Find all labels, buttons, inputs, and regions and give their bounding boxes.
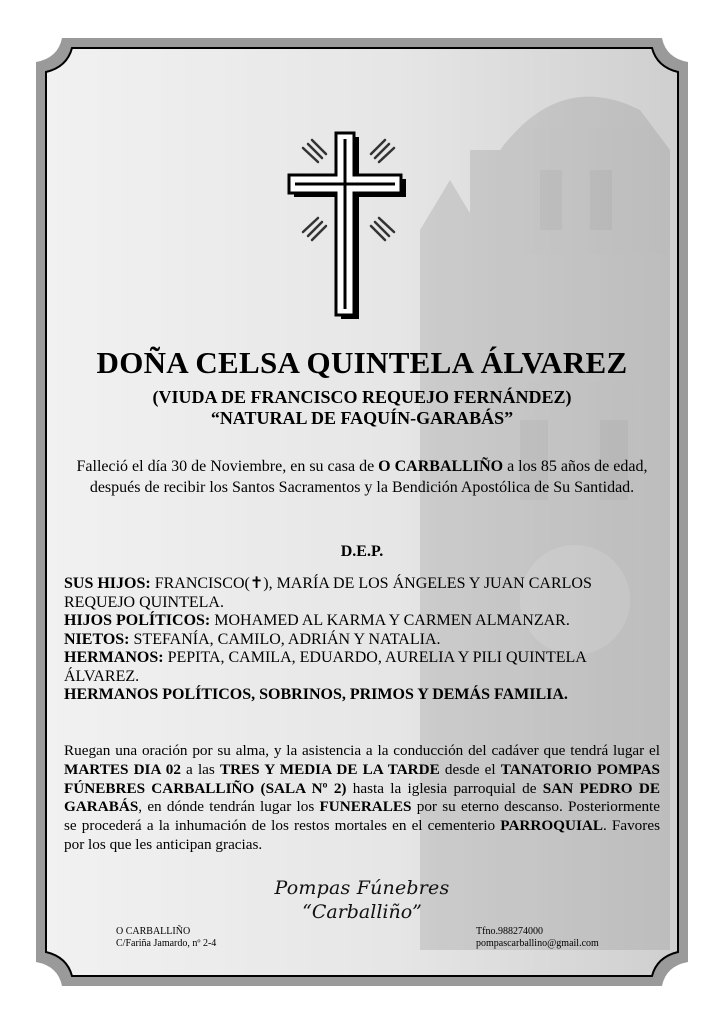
family-text: MOHAMED AL KARMA Y CARMEN ALMANZAR. [210, 612, 570, 629]
origin: “NATURAL DE FAQUÍN-GARABÁS” [210, 408, 514, 428]
family-label: SUS HIJOS: [64, 575, 151, 592]
family-line [64, 686, 664, 705]
death-text-1: Falleció el día 30 de Noviembre, en su casa de [76, 458, 379, 475]
footer-address [116, 926, 216, 950]
request-text: desde el [439, 760, 501, 778]
death-place: O CARBALLIÑO [378, 458, 504, 475]
funeral-request [64, 742, 660, 855]
dep: D.E.P. [340, 543, 384, 560]
request-text: , en dónde tendrán lugar los [138, 798, 320, 816]
footer-phone: Tfno.988274000 [476, 926, 543, 937]
family-line [64, 575, 664, 612]
request-text: por su eterno descanso. Posteriormente se procederá a la inhumación de los restos mortales en el cementerio [64, 798, 660, 835]
family-line [64, 612, 664, 631]
footer-contact [476, 926, 599, 950]
deceased-name: DOÑA CELSA QUINTELA ÁLVAREZ [96, 345, 628, 380]
family-text: FRANCISCO(✝), MARÍA DE LOS ÁNGELES Y JUAN CARLOS REQUEJO QUINTELA. [64, 575, 592, 611]
footer-email: pompascarballino@gmail.com [476, 938, 599, 949]
death-notice [64, 456, 660, 498]
widow-of: (VIUDA DE FRANCISCO REQUEJO FERNÁNDEZ) [152, 387, 572, 407]
request-text: Ruegan una oración por su alma, y la asistencia a la conducción del cadáver que tendrá lugar el [64, 742, 660, 759]
request-day: MARTES DIA 02 [64, 760, 181, 778]
request-text: hasta la iglesia parroquial de [346, 779, 543, 797]
family-line [64, 631, 664, 650]
funeral-home-logo [270, 877, 454, 923]
request-funerals: FUNERALES [319, 798, 412, 816]
request-text: a las [180, 760, 220, 778]
logo-line-2: “Carballiño” [302, 901, 422, 923]
request-venue: TANATORIO POMPAS FÚNEBRES CARBALLIÑO (SALA Nº 2) [64, 760, 660, 797]
family-list [64, 575, 664, 705]
death-text-2: a los 85 años de edad, después de recibir los Santos Sacramentos y la Bendición Apostólica de Su Santidad. [89, 458, 648, 496]
logo-line-1: Pompas Fúnebres [274, 877, 450, 899]
family-text: PEPITA, CAMILA, EDUARDO, AURELIA Y PILI QUINTELA ÁLVAREZ. [64, 649, 586, 685]
family-line [64, 649, 664, 686]
family-label: HERMANOS: [64, 649, 164, 666]
request-cemetery: PARROQUIAL [500, 817, 603, 835]
request-text: . Favores por los que les anticipan gracias. [64, 817, 660, 853]
family-label: NIETOS: [64, 630, 130, 648]
family-label: HERMANOS POLÍTICOS, SOBRINOS, PRIMOS Y DEMÁS FAMILIA. [64, 686, 568, 703]
request-church: SAN PEDRO DE GARABÁS [64, 779, 661, 816]
footer-town: O CARBALLIÑO [116, 926, 191, 937]
footer-street: C/Fariña Jamardo, nº 2-4 [116, 938, 217, 949]
request-time: TRES Y MEDIA DE LA TARDE [219, 760, 440, 778]
family-label: HIJOS POLÍTICOS: [64, 612, 211, 629]
family-text: STEFANÍA, CAMILO, ADRIÁN Y NATALIA. [129, 630, 441, 648]
